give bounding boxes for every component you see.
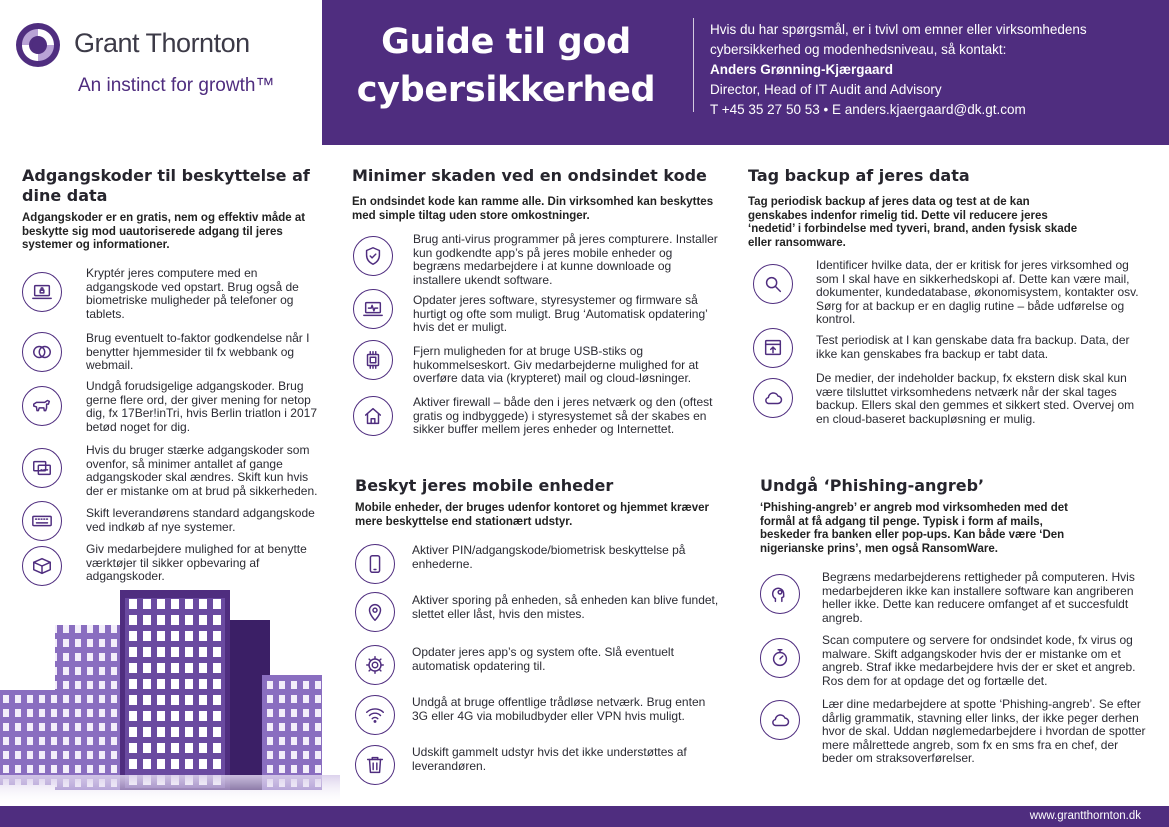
brand-name: Grant Thornton	[74, 28, 250, 58]
mobile-phone-icon	[355, 544, 395, 584]
item-text: Undgå forudsigelige adgangskoder. Brug gerne flere ord, der giver mening for netop dig, fx 17Ber!inTri, hvis Berlin triatlon i 2017 betød noget for dig.	[86, 379, 317, 434]
item-text: Aktiver PIN/adgangskode/biometrisk beskyttelse på enhederne.	[412, 543, 686, 571]
item-text: Brug eventuelt to-faktor godkendelse når I benytter hjemmesider til fx webbank og webmail.	[86, 331, 310, 372]
section-title: Adgangskoder til beskyttelse af dine data	[22, 166, 310, 205]
item-text: Giv medarbejdere mulighed for at benytte værktøjer til sikker opbevaring af adgangskoder.	[86, 542, 307, 583]
item-text: Lær dine medarbejdere at spotte ‘Phishing-angreb’. Se efter dårlig grammatik, stavning eller links, der ikke peger derhen hvor de skal. Uddan nøglemedarbejdere i hvordan de spotter mere målrettede angreb, som fx en sms fra en chef, der beder om straksoverførelser.	[822, 697, 1146, 765]
item-text: Aktiver sporing på enheden, så enheden kan blive fundet, slettet eller låst, hvis den mistes.	[412, 593, 719, 621]
section-intro: ‘Phishing-angreb’ er angreb mod virksomheden med det formål at få adgang til penge. Typisk i form af mails, beskeder fra banken eller pop-ups. Kan både være ‘Den nigerianske prins’, men også RansomWare.	[760, 502, 1069, 555]
trash-can-icon	[355, 745, 395, 785]
item-text: Kryptér jeres computere med en adgangskode ved opstart. Brug også de biometriske muligheder på telefoner og tablets.	[86, 266, 299, 321]
page-title	[322, 18, 690, 114]
section-title: Beskyt jeres mobile enheder	[355, 476, 614, 495]
magnifier-icon	[753, 264, 793, 304]
item-text: Identificer hvilke data, der er kritisk for jeres virksomhed og som I skal have en sikkerhedskopi af. Dette kan være mail, dokumenter, kundedatabase, økonomisystem, kontakter osv. Sørg for at backup er en daglig rutine – både udførelse og kontrol.	[816, 258, 1139, 326]
item-text: De medier, der indeholder backup, fx ekstern disk skal kun være tilsluttet virksomhedens netværk når der skal tages backup. Ellers skal den gemmes et sikkert sted. Overvej om en cloud-baseret backupløsning er mulig.	[816, 371, 1135, 426]
section-malware	[352, 166, 722, 436]
section-passwords	[22, 166, 327, 596]
title-line-2: cybersikkerhed	[356, 70, 656, 110]
item-text: Scan computere og servere for ondsindet kode, fx virus og malware. Skift adgangskoder hvis der er mistanke om et angreb. Straf ikke medarbejdere hvis der er sket et angreb. Ros dem for at opdage det og fortælle det.	[822, 633, 1136, 688]
contact-block	[710, 20, 1160, 120]
cloud-icon	[753, 378, 793, 418]
item-text: Skift leverandørens standard adgangskode ved indkøb af nye systemer.	[86, 506, 315, 534]
section-title: Minimer skaden ved en ondsindet kode	[352, 166, 707, 185]
section-mobile	[355, 476, 725, 786]
title-line-1: Guide til god	[381, 22, 631, 62]
item-text: Test periodisk at I kan genskabe data fra backup. Data, der ikke kan genskabes fra backup er tabt data.	[816, 333, 1130, 361]
section-title: Undgå ‘Phishing-angreb’	[760, 476, 985, 495]
item-text: Hvis du bruger stærke adgangskoder som ovenfor, så minimer antallet af gange adgangskoder skal ændres. Skift kun hvis der er mistanke om at brud på sikkerheden.	[86, 443, 318, 498]
item-text: Undgå at bruge offentlige trådløse netværk. Brug enten 3G eller 4G via mobiludbyder eller VPN hvis muligt.	[412, 695, 706, 723]
footer-band	[0, 806, 1169, 827]
bull-icon	[22, 386, 62, 426]
footer-url-link[interactable]: www.grantthornton.dk	[1029, 810, 1141, 822]
laptop-lock-icon	[22, 272, 62, 312]
cloud-icon	[760, 700, 800, 740]
stopwatch-icon	[760, 638, 800, 678]
grant-thornton-logo-icon	[15, 22, 61, 68]
city-buildings-illustration	[0, 580, 340, 806]
item-text: Fjern muligheden for at bruge USB-stiks og hukommelseskort. Giv medarbejderne mulighed for at overføre data via (krypteret) mail og cloud-løsninger.	[413, 344, 699, 385]
password-window-icon	[22, 448, 62, 488]
user-gear-icon	[760, 574, 800, 614]
laptop-update-icon	[353, 289, 393, 329]
brand-tagline: An instinct for growth™	[78, 75, 275, 96]
section-title: Tag backup af jeres data	[748, 166, 970, 185]
item-text: Opdater jeres app’s og system ofte. Slå eventuelt automatisk opdatering til.	[412, 645, 674, 673]
usb-chip-icon	[353, 340, 393, 380]
contact-intro: Hvis du har spørgsmål, er i tvivl om emner eller virksomhedens cybersikkerhed og modenhedsniveau, så kontakt:	[710, 22, 1087, 57]
item-text: Udskift gammelt udstyr hvis det ikke understøttes af leverandøren.	[412, 745, 687, 773]
contact-role: Director, Head of IT Audit and Advisory	[710, 82, 942, 97]
gear-icon	[355, 645, 395, 685]
section-intro: Tag periodisk backup af jeres data og test at de kan genskabes indenfor rimelig tid. Dette vil reducere jeres ‘nedetid’ i forbindelse med tyveri, brand, anden fysisk skade eller ransomware.	[748, 196, 1078, 249]
item-text: Brug anti-virus programmer på jeres compturere. Installer kun godkendte app’s på jeres mobile enheder og begræns medarbejdere i at kunne downloade og installere ukendt software.	[413, 232, 718, 287]
wifi-icon	[355, 695, 395, 735]
header-divider	[693, 18, 694, 112]
section-intro: Adgangskoder er en gratis, nem og effektiv måde at beskytte sig mod uautoriserede adgang til jeres systemer og informationer.	[22, 212, 306, 251]
backup-restore-icon	[753, 328, 793, 368]
keyboard-icon	[22, 501, 62, 541]
section-intro: En ondsindet kode kan ramme alle. Din virksomhed kan beskyttes med simple tiltag uden store omkostninger.	[352, 196, 714, 222]
contact-name: Anders Grønning-Kjærgaard	[710, 62, 894, 77]
shield-check-icon	[353, 236, 393, 276]
home-firewall-icon	[353, 396, 393, 436]
logo-area	[0, 0, 322, 145]
header-band	[322, 0, 1169, 145]
item-text: Begræns medarbejderens rettigheder på computeren. Hvis medarbejderen ikke kan installere software kan angriberen heller ikke. Dette kan reducere omfanget af et succesfuldt angreb.	[822, 570, 1135, 625]
section-backup	[748, 166, 1148, 436]
location-pin-icon	[355, 592, 395, 632]
item-text: Opdater jeres software, styresystemer og firmware så hurtigt og ofte som muligt. Brug ‘Automatisk opdatering’ hvis det er muligt.	[413, 293, 708, 334]
section-phishing	[760, 476, 1155, 786]
section-intro: Mobile enheder, der bruges udenfor kontoret og hjemmet kræver mere beskyttelse end stationært udstyr.	[355, 502, 710, 528]
contact-line: T +45 35 27 50 53 • E anders.kjaergaard@dk.gt.com	[710, 102, 1026, 117]
two-factor-icon	[22, 332, 62, 372]
item-text: Aktiver firewall – både den i jeres netværk og den (oftest gratis og indbyggede) i styresystemet så der skabes en sikker buffer mellem jeres enheder og Internettet.	[413, 395, 713, 436]
